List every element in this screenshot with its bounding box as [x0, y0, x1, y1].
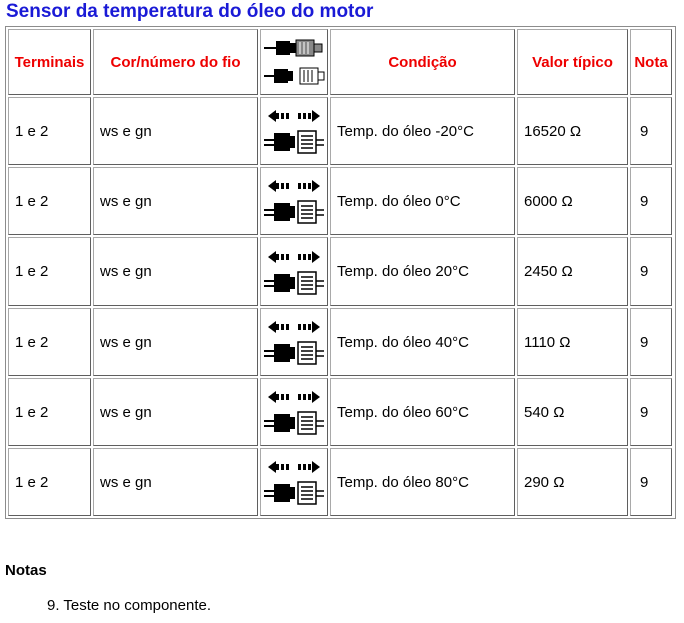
cell-wire: ws e gn — [93, 167, 258, 235]
cell-value: 2450 Ω — [517, 237, 628, 306]
cell-note: 9 — [630, 378, 672, 446]
disconnected-connector-component-icon — [262, 318, 326, 366]
cell-wire: ws e gn — [93, 237, 258, 306]
cell-value: 6000 Ω — [517, 167, 628, 235]
header-terminals: Terminais — [8, 29, 91, 95]
cell-condition: Temp. do óleo 20°C — [330, 237, 515, 306]
cell-terminals: 1 e 2 — [8, 308, 91, 376]
cell-note: 9 — [630, 97, 672, 165]
cell-note: 9 — [630, 448, 672, 516]
disconnected-connector-component-icon — [262, 248, 326, 296]
cell-wire: ws e gn — [93, 308, 258, 376]
cell-value: 16520 Ω — [517, 97, 628, 165]
cell-icon — [260, 167, 328, 235]
disconnected-connector-component-icon — [262, 177, 326, 225]
disconnected-connector-component-icon — [262, 458, 326, 506]
disconnected-connector-component-icon — [262, 107, 326, 155]
cell-icon — [260, 308, 328, 376]
cell-note: 9 — [630, 237, 672, 306]
header-icon-cell — [260, 29, 328, 95]
cell-note: 9 — [630, 167, 672, 235]
cell-icon — [260, 97, 328, 165]
header-condition: Condição — [330, 29, 515, 95]
cell-condition: Temp. do óleo 40°C — [330, 308, 515, 376]
disconnected-connector-component-icon — [262, 388, 326, 436]
cell-terminals: 1 e 2 — [8, 237, 91, 306]
cell-value: 1110 Ω — [517, 308, 628, 376]
cell-terminals: 1 e 2 — [8, 378, 91, 446]
cell-note: 9 — [630, 308, 672, 376]
cell-wire: ws e gn — [93, 378, 258, 446]
cell-wire: ws e gn — [93, 97, 258, 165]
cell-condition: Temp. do óleo 0°C — [330, 167, 515, 235]
header-value: Valor típico — [517, 29, 628, 95]
notes-heading: Notas — [5, 562, 47, 579]
connector-plug-icon — [262, 32, 326, 92]
cell-condition: Temp. do óleo 80°C — [330, 448, 515, 516]
cell-terminals: 1 e 2 — [8, 448, 91, 516]
note-item: 9. Teste no componente. — [47, 597, 212, 614]
cell-icon — [260, 378, 328, 446]
cell-condition: Temp. do óleo 60°C — [330, 378, 515, 446]
cell-terminals: 1 e 2 — [8, 167, 91, 235]
header-wire: Cor/número do fio — [93, 29, 258, 95]
cell-value: 540 Ω — [517, 378, 628, 446]
cell-icon — [260, 448, 328, 516]
header-note: Nota — [630, 29, 672, 95]
cell-wire: ws e gn — [93, 448, 258, 516]
page-title: Sensor da temperatura do óleo do motor — [6, 1, 374, 22]
cell-condition: Temp. do óleo -20°C — [330, 97, 515, 165]
cell-icon — [260, 237, 328, 306]
measurement-table — [5, 26, 676, 519]
cell-terminals: 1 e 2 — [8, 97, 91, 165]
cell-value: 290 Ω — [517, 448, 628, 516]
